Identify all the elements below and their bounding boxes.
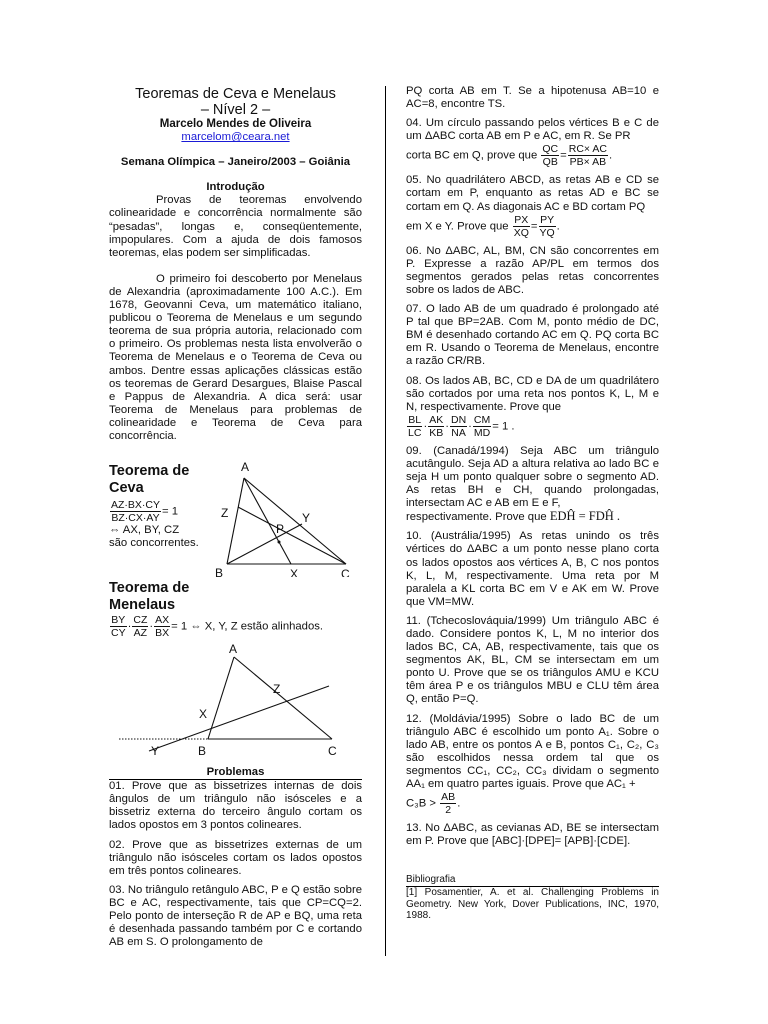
ceva-heading-2: Ceva — [109, 480, 144, 497]
menelaus-f3-num: AX — [155, 614, 170, 627]
column-divider — [385, 86, 386, 956]
p05-f2-num: PY — [540, 213, 555, 226]
p08-f3-num: DN — [450, 413, 467, 426]
menelaus-label-a: A — [229, 642, 238, 657]
problem-12-formula — [406, 791, 659, 816]
p08-f3-den: NA — [451, 426, 466, 439]
problem-09-formula — [406, 510, 659, 524]
author: Marcelo Mendes de Oliveira — [159, 118, 312, 130]
problem-11: 11. (Tchecoslováquia/1999) Um triângulo ABC é dado. Considere pontos K, L, M no interior dos lados BC, CA, AB, respectivamente, tais que os segmentos AK, BL, CM se intersectam em um ponto U. Prove que se os triângulos AMU e KCU têm área P e os triângulos MBU e CLU têm área Q, então P=Q. — [406, 614, 659, 706]
p08-f1-den: LC — [408, 426, 422, 439]
problem-05-formula — [406, 214, 659, 239]
author-email[interactable]: marcelom@ceara.net — [181, 131, 290, 144]
p08-f4-num: CM — [473, 413, 491, 426]
menelaus-f1-den: CY — [111, 627, 126, 640]
p04-f2-den: PB× AB — [569, 156, 607, 169]
ceva-label-a: A — [241, 460, 250, 475]
problem-05: 05. No quadrilátero ABCD, as retas AB e CD se cortam em P, enquanto as retas AD e BC se cortam em Q. As diagonais AC e BD cortam PQ — [406, 174, 659, 213]
menelaus-f1-num: BY — [111, 614, 126, 627]
problem-12: 12. (Moldávia/1995) Sobre o lado BC de um triângulo ABC é escolhido um ponto A₁. Sobre o lado AB, entre os pontos A e B, pontos C₁, C₂, C₃ são escolhidos nessa ordem tal que os segmentos CC₁, CC₂, CC₃ dividam o segmento AA₁ em quatro partes iguais. Prove que AC₁ + — [406, 712, 659, 791]
p09-math: EDĤ = FDĤ . — [549, 509, 621, 524]
menelaus-tail: = 1 ⇔ X, Y, Z estão alinhados. — [171, 620, 324, 633]
ceva-label-c: C — [341, 567, 350, 578]
problem-05-lead: em X e Y. Prove que — [406, 220, 509, 233]
problem-13: 13. No ΔABC, as cevianas AD, BE se intersectam em P. Prove que [ABC]·[DPE]= [APB]·[CDE]. — [406, 822, 659, 848]
problem-04-lead: corta BC em Q, prove que — [406, 149, 538, 162]
p04-f2-num: RC× AC — [568, 143, 607, 156]
p04-eq: = — [560, 149, 567, 162]
ceva-denominator: BZ·CX·AY — [111, 512, 160, 525]
p05-end: . — [556, 220, 560, 233]
p05-f2-den: YQ — [539, 226, 555, 239]
p12-end: . — [457, 797, 461, 810]
problem-09-lead: respectivamente. Prove que — [406, 511, 547, 524]
p05-f1-den: XQ — [513, 226, 529, 239]
ceva-diagram — [215, 451, 365, 577]
bibliography-heading: Bibliografia — [406, 874, 456, 886]
p08-f2-den: KB — [429, 426, 444, 439]
email-wrap — [109, 131, 362, 144]
ceva-numerator: AZ·BX·CY — [111, 499, 161, 512]
bibliography-ref-1: [1] Posamentier, A. et al. Challenging Problems in Geometry. New York, Dover Publications, INC, 1970, 1988. — [406, 887, 659, 922]
problem-04: 04. Um círculo passando pelos vértices B e C de um ΔABC corta AB em P e AC, em R. Se PR — [406, 117, 659, 143]
ceva-heading-1: Teorema de — [109, 463, 190, 480]
p04-end: . — [608, 149, 613, 162]
intro-paragraph-2: O primeiro foi descoberto por Menelaus de Alexandria (aproximadamente 100 A.C.). Em 1678, Geovanni Ceva, um matemático italiano, publicou o Teorema de Menelaus e um segundo teorema de sua própria autoria, relacionado com o primeiro. Os problemas nesta lista envolverão o Teorema de Menelaus e o Teorema de Ceva ou ambos. Dentre essas aplicações clássicas estão os teoremas de Gerard Desargues, Blaise Pascal e Pappus de Alexandria. A dica será: usar Teorema de Menelaus para problemas de colinearidade e Teorema de Ceva para concorrência. — [109, 272, 362, 442]
p08-f4-den: MD — [473, 426, 491, 439]
problem-06: 06. No ΔABC, AL, BM, CN são concorrentes em P. Expresse a razão AP/PL em termos dos segmentos gerados pelas retas concorrentes sobre os lados de ABC. — [406, 244, 659, 296]
menelaus-heading-2: Menelaus — [109, 597, 176, 614]
ceva-concur: são concorrentes. — [109, 537, 199, 550]
intro-paragraph-1: Provas de teoremas envolvendo colinearidade e concorrência normalmente são “pesadas”, longas e, conseqüentemente, impopulares. Com a ajuda de dois famosos teoremas, elas podem ser simplificadas. — [109, 194, 362, 259]
menelaus-f2-num: CZ — [133, 614, 148, 627]
menelaus-label-b: B — [198, 744, 207, 759]
problem-07: 07. O lado AB de um quadrado é prolongado até P tal que BP=2AB. Com M, ponto médio de DC, BM é desenhado cortando AC em Q. PQ corta BC em R. Usando o Teorema de Menelaus, encontre a razão CR/RB. — [406, 303, 659, 368]
menelaus-f2-den: AZ — [133, 627, 148, 640]
problems-heading: Problemas — [206, 766, 265, 779]
problem-02: 02. Prove que as bissetrizes externas de um triângulo não isósceles cortam os lados opostos em três pontos colineares. — [109, 838, 362, 877]
ceva-eq: = 1 — [162, 505, 179, 518]
ceva-equiv: ⇔ AX, BY, CZ — [109, 524, 180, 537]
p04-f1-den: QB — [542, 156, 558, 169]
ceva-label-z: Z — [221, 506, 229, 521]
ceva-label-x: X — [290, 567, 299, 578]
menelaus-formula: $\frac{BY}{CY}$ · $\frac{CZ}{AZ}$ · $\frac{AX}{BX}$ = 1 ⇔ X, Y, Z estão alinhados. — [111, 614, 324, 640]
menelaus-label-x: X — [199, 707, 208, 722]
menelaus-diagram — [109, 639, 362, 763]
ceva-label-p: P — [276, 522, 285, 537]
problem-03: 03. No triângulo retângulo ABC, P e Q estão sobre BC e AC, respectivamente, tais que CP=CQ=2. Pelo ponto de interseção R de AP e BQ, uma reta é desenhada passando também por C e cortando AB em S. O prolongamento de — [109, 883, 362, 949]
ceva-formula — [109, 499, 219, 524]
p08-f2-num: AK — [429, 413, 444, 426]
left-column — [109, 80, 362, 949]
p05-eq: = — [530, 220, 538, 233]
menelaus-label-c: C — [328, 744, 337, 759]
menelaus-label-z: Z — [273, 682, 281, 697]
ceva-point-p — [278, 541, 281, 544]
problem-08: 08. Os lados AB, BC, CD e DA de um quadrilátero são cortados por uma reta nos pontos K, L, M e N, respectivamente. Prove que — [406, 374, 659, 413]
p04-f1-num: QC — [542, 143, 559, 156]
event-line: Semana Olímpica – Janeiro/2003 – Goiânia — [120, 156, 351, 169]
p12-f-num: AB — [441, 791, 456, 804]
problem-08-formula: $\frac{BL}{LC}$ · $\frac{AK}{KB}$ · $\frac{DN}{NA}$ · $\frac{CM}{MD}$ = 1 . — [408, 413, 515, 439]
problem-04-formula — [406, 143, 659, 168]
problem-03-continued: PQ corta AB em T. Se a hipotenusa AB=10 e AC=8, encontre TS. — [406, 85, 659, 111]
p05-f1-num: PX — [514, 213, 529, 226]
title-line1: Teoremas de Ceva e Menelaus — [135, 86, 336, 102]
p08-f1-num: BL — [408, 413, 422, 426]
problem-10: 10. (Austrália/1995) As retas unindo os três vértices do ΔABC a um ponto nesse plano corta os lados opostos aos vértices A, B, C nos pontos K, L, M, respectivamente. Uma reta por M paralela a KL corta BC em V e AK em W. Prove que VM=MW. — [406, 530, 659, 608]
problem-09: 09. (Canadá/1994) Seja ABC um triângulo acutângulo. Seja AD a altura relativa ao lado BC e seja H um ponto qualquer sobre o segmento AD. As retas BH e CH, quando prolongadas, intersectam AC e AB em E e F, — [406, 444, 659, 510]
ceva-label-b: B — [215, 566, 224, 578]
menelaus-label-y: Y — [151, 744, 160, 759]
right-column — [406, 80, 659, 922]
problem-01: 01. Prove que as bissetrizes internas de dois ângulos de um triângulo não isósceles e a bissetriz externa do terceiro ângulo cortam os lados opostos em 3 pontos colineares. — [109, 780, 362, 832]
intro-heading: Introdução — [206, 181, 265, 194]
problem-12-lead: C₃B > — [406, 797, 437, 810]
ceva-section — [109, 451, 362, 577]
p08-end: = 1 . — [492, 420, 515, 433]
ceva-label-y: Y — [302, 511, 311, 526]
p12-f-den: 2 — [445, 804, 452, 817]
title-line2: – Nível 2 – — [200, 102, 271, 118]
menelaus-f3-den: BX — [155, 627, 170, 640]
menelaus-heading-1: Teorema de — [109, 580, 190, 597]
